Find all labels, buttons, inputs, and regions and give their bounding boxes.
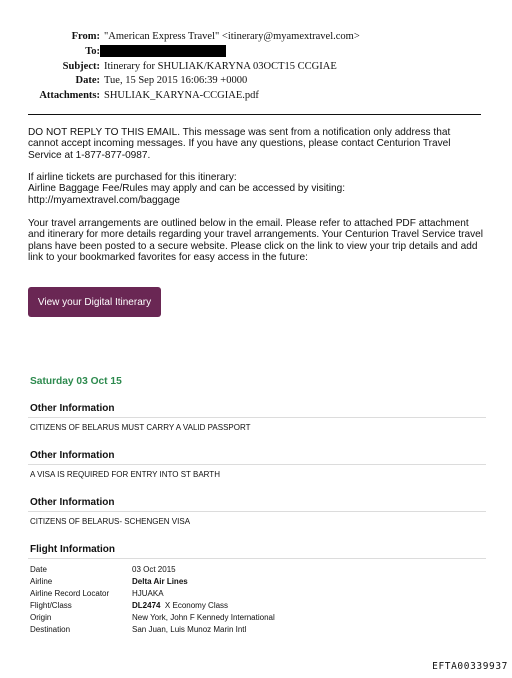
redaction-box	[100, 45, 226, 57]
text-line: If airline tickets are purchased for this itinerary:	[28, 172, 237, 183]
date-label: Date:	[75, 75, 100, 87]
subject-value: Itinerary for SHULIAK/KARYNA 03OCT15 CCGIAE	[104, 60, 337, 72]
section-title: Other Information	[30, 450, 115, 461]
flight-key: Airline	[30, 577, 53, 586]
from-row	[0, 30, 512, 45]
flight-value: Delta Air Lines	[132, 577, 188, 586]
travel-arrangements-text	[28, 218, 488, 264]
section-text: CITIZENS OF BELARUS MUST CARRY A VALID PASSPORT	[30, 423, 251, 432]
baggage-notice	[28, 172, 488, 206]
flight-key: Date	[30, 565, 47, 574]
flight-value: San Juan, Luis Munoz Marin Intl	[132, 625, 247, 634]
text-line: Airline Baggage Fee/Rules may apply and can be accessed by visiting:	[28, 183, 346, 195]
flight-value: 03 Oct 2015	[132, 565, 176, 574]
subject-row	[0, 60, 512, 75]
subject-label: Subject:	[62, 60, 100, 72]
flight-value: HJUAKA	[132, 589, 164, 598]
section-divider	[28, 558, 486, 559]
view-digital-itinerary-button[interactable]: View your Digital Itinerary	[28, 287, 161, 317]
flight-number: DL2474	[132, 601, 161, 610]
attachment-link[interactable]: SHULIAK_KARYNA-CCGIAE.pdf	[104, 90, 259, 102]
attachments-row	[0, 89, 512, 104]
date-value: Tue, 15 Sep 2015 16:06:39 +0000	[104, 75, 248, 87]
text-line: Your travel arrangements are outlined below in the email. Please refer to attached PDF attachment	[28, 218, 469, 229]
text-line: plans have been posted to a secure website. Please click on the link to view your trip details and add	[28, 240, 478, 252]
flight-key: Destination	[30, 625, 71, 634]
to-label: To:	[85, 45, 100, 57]
flight-key: Flight/Class	[30, 601, 72, 610]
text-line: Service at 1-877-877-0987.	[28, 149, 151, 161]
text-line: and itinerary for more details regarding your travel arrangements. Your Centurion Travel Service travel	[28, 229, 484, 241]
text-line: cannot accept incoming messages. If you have any questions, please contact Centurion Travel	[28, 138, 451, 150]
text-line: DO NOT REPLY TO THIS EMAIL. This message was sent from a notification only address that	[28, 127, 451, 138]
flight-key: Airline Record Locator	[30, 589, 110, 598]
section-divider	[28, 417, 486, 418]
flight-value: New York, John F Kennedy International	[132, 613, 275, 622]
baggage-link[interactable]: http://myamextravel.com/baggage	[28, 194, 181, 206]
section-text: CITIZENS OF BELARUS- SCHENGEN VISA	[30, 517, 191, 526]
flight-key: Origin	[30, 613, 52, 622]
from-value[interactable]: "American Express Travel" <itinerary@myamextravel.com>	[104, 31, 360, 42]
flight-value	[132, 600, 228, 612]
date-row	[0, 74, 512, 89]
no-reply-notice	[28, 127, 488, 161]
flight-info-title: Flight Information	[30, 544, 115, 555]
section-text: A VISA IS REQUIRED FOR ENTRY INTO ST BARTH	[30, 470, 220, 479]
class-value: X Economy Class	[164, 601, 229, 610]
section-divider	[28, 511, 486, 512]
header-divider	[28, 114, 481, 115]
document-id: EFTA00339937	[432, 661, 508, 672]
attachments-label: Attachments:	[39, 90, 100, 102]
itinerary-date-heading: Saturday 03 Oct 15	[30, 376, 122, 387]
section-divider	[28, 464, 486, 465]
to-value	[104, 45, 226, 60]
section-title: Other Information	[30, 403, 115, 414]
to-row	[0, 45, 512, 60]
text-line: link to your bookmarked favorites for easy access in the future:	[28, 252, 308, 264]
section-title: Other Information	[30, 497, 115, 508]
email-header	[0, 30, 512, 104]
from-label: From:	[71, 31, 100, 42]
